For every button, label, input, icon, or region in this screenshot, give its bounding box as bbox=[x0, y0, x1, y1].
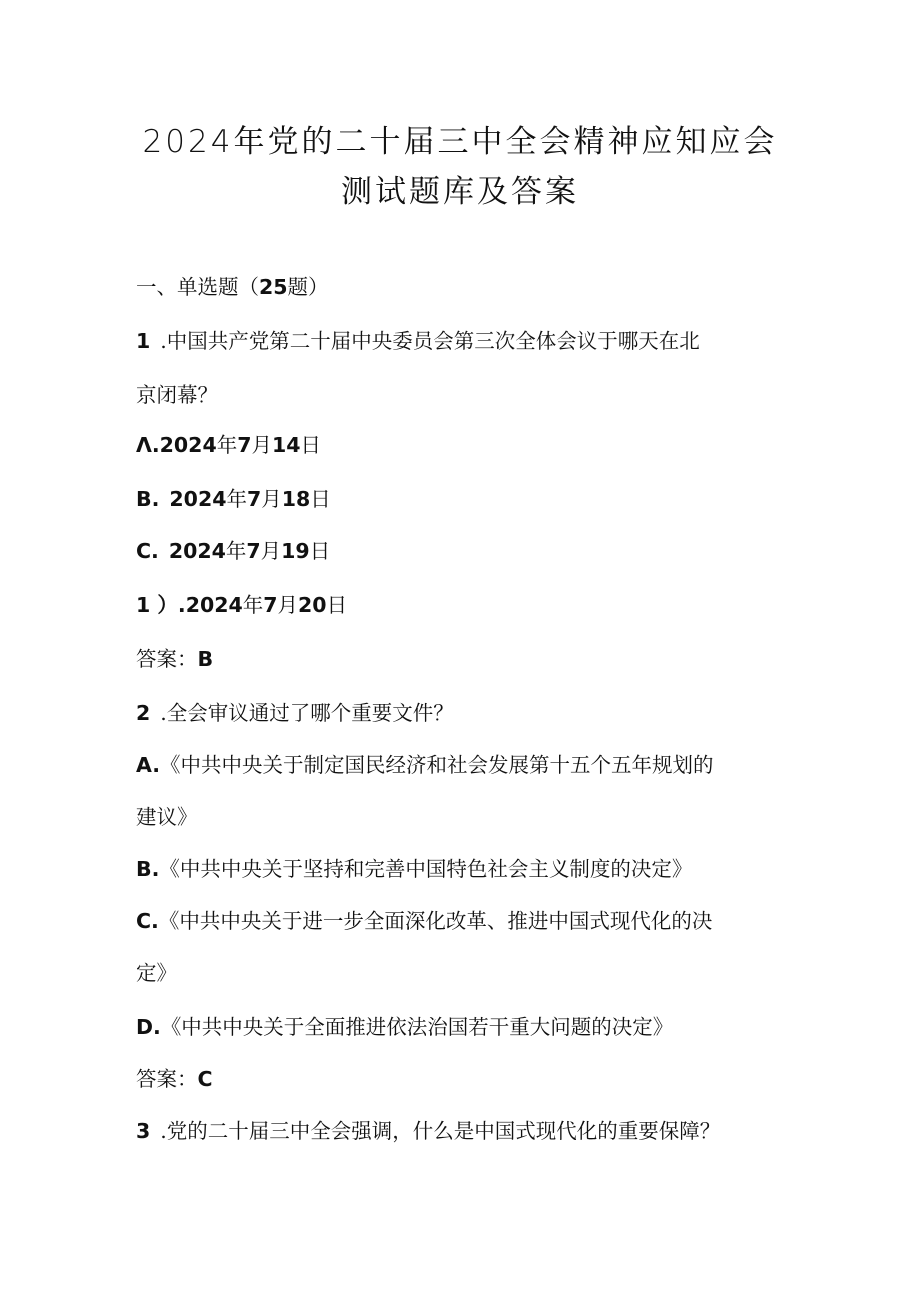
question-2-option-a-continued: 建议》 bbox=[136, 805, 198, 829]
document-title-line-2: 测试题库及答案 bbox=[341, 174, 579, 210]
question-3-stem: 3 .党的二十届三中全会强调，什么是中国式现代化的重要保障？ bbox=[136, 1119, 721, 1143]
question-1-stem-continued: 京闭幕？ bbox=[136, 383, 218, 407]
question-1-option-d: 1 ）.2024年7月20日 bbox=[136, 593, 348, 617]
question-1-answer: 答案：B bbox=[136, 647, 214, 671]
question-2-option-b: B.《中共中央关于坚持和完善中国特色社会主义制度的决定》 bbox=[136, 857, 693, 881]
question-2-option-a: A.《中共中央关于制定国民经济和社会发展第十五个五年规划的 bbox=[136, 753, 714, 777]
section-heading: 一、单选题（25题） bbox=[136, 275, 329, 299]
question-1-stem: 1 .中国共产党第二十届中央委员会第三次全体会议于哪天在北 bbox=[136, 329, 700, 353]
question-1-option-c: C. 2024年7月19日 bbox=[136, 539, 331, 563]
document-title-line-1: 2024年党的二十届三中全会精神应知应会 bbox=[142, 124, 778, 160]
question-2-stem: 2 .全会审议通过了哪个重要文件？ bbox=[136, 701, 454, 725]
question-2-option-d: D.《中共中央关于全面推进依法治国若干重大问题的决定》 bbox=[136, 1015, 674, 1039]
question-2-answer: 答案：C bbox=[136, 1067, 213, 1091]
question-2-option-c: C.《中共中央关于进一步全面深化改革、推进中国式现代化的决 bbox=[136, 909, 713, 933]
question-1-option-a: Λ.2024年7月14日 bbox=[136, 433, 322, 457]
question-1-option-b: B. 2024年7月18日 bbox=[136, 487, 331, 511]
question-2-option-c-continued: 定》 bbox=[136, 961, 177, 985]
